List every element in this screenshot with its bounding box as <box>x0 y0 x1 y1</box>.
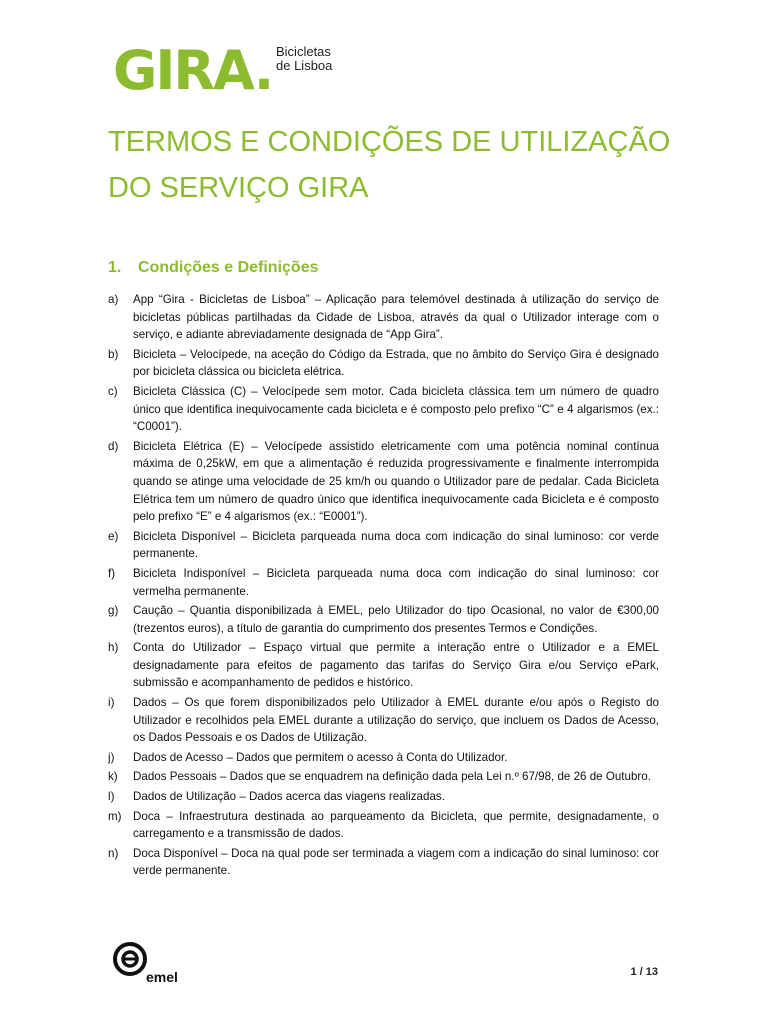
gira-logo-text: GIRA. <box>113 43 273 99</box>
definition-text: Bicicleta Indisponível – Bicicleta parqueada numa doca com indicação do sinal luminoso: cor vermelha permanente. <box>133 566 659 598</box>
definition-item <box>108 291 659 344</box>
logo-subtitle-line1: Bicicletas <box>276 44 331 59</box>
definition-text: Bicicleta Disponível – Bicicleta parqueada numa doca com indicação do sinal luminoso: cor verde permanente. <box>133 529 659 561</box>
definition-item <box>108 602 659 637</box>
definition-marker: a) <box>108 293 119 306</box>
definition-marker: l) <box>108 790 115 804</box>
definition-marker: d) <box>108 439 119 453</box>
emel-logo-text: emel <box>146 969 178 985</box>
definition-item <box>108 438 659 526</box>
definition-marker: h) <box>108 641 119 655</box>
definition-marker: g) <box>108 604 119 618</box>
definition-item <box>108 694 659 747</box>
emel-logo <box>112 939 194 987</box>
definition-text: Dados de Utilização – Dados acerca das viagens realizadas. <box>133 790 445 804</box>
title-line-2: DO SERVIÇO GIRA <box>108 172 369 204</box>
definition-marker: b) <box>108 347 119 361</box>
definition-item <box>108 768 659 786</box>
definition-item <box>108 749 659 767</box>
gira-logo <box>113 43 373 99</box>
page-number: 1 / 13 <box>630 966 658 978</box>
definition-item <box>108 528 659 563</box>
definition-marker: c) <box>108 384 118 398</box>
definition-item <box>108 565 659 600</box>
document-title <box>108 119 688 211</box>
definition-text: Dados Pessoais – Dados que se enquadrem na definição dada pela Lei n.º 67/98, de 26 de Outubro. <box>133 770 651 784</box>
definition-marker: k) <box>108 770 118 784</box>
definition-marker: e) <box>108 529 119 543</box>
definition-text: Doca – Infraestrutura destinada ao parqueamento da Bicicleta, que permite, designadamente, o carregamento e a transmissão de dados. <box>133 809 659 841</box>
definition-item <box>108 845 659 880</box>
definition-text: Bicicleta Clássica (C) – Velocípede sem motor. Cada bicicleta clássica tem um número de quadro único que identifica inequivocamente cada bicicleta e é composto pelo prefixo “C” e 4 algarismos (ex.: “C0001”). <box>133 384 659 434</box>
definition-text: Bicicleta Elétrica (E) – Velocípede assistido eletricamente com uma potência nominal contínua máxima de 0,25kW, em que a alimentação é reduzida progressivamente e finalmente interrompida quando se atinge uma velocidade de 25 km/h ou quando o Utilizador pare de pedalar. Cada Bicicleta Elétrica tem um número de quadro único que identifica inequivocamente cada Bicicleta e é composto pelo prefixo “E” e 4 algarismos (ex.: “E0001”). <box>133 439 659 524</box>
definition-item <box>108 808 659 843</box>
definition-marker: i) <box>108 696 115 710</box>
definition-marker: n) <box>108 846 119 860</box>
logo-subtitle <box>276 45 332 73</box>
definition-item <box>108 788 659 806</box>
definition-item <box>108 639 659 692</box>
definition-text: Dados de Acesso – Dados que permitem o acesso à Conta do Utilizador. <box>133 750 508 764</box>
section-number: 1. <box>108 259 122 276</box>
logo-subtitle-line2: de Lisboa <box>276 58 333 73</box>
title-line-1: TERMOS E CONDIÇÕES DE UTILIZAÇÃO <box>108 126 671 158</box>
definition-text: Caução – Quantia disponibilizada à EMEL, pelo Utilizador do tipo Ocasional, no valor de €300,00 (trezentos euros), a título de garantia do cumprimento dos presentes Termos e Condições. <box>133 604 659 635</box>
definition-marker: f) <box>108 566 116 580</box>
definition-text: App “Gira - Bicicletas de Lisboa” – Aplicação para telemóvel destinada à utilização do serviço de bicicletas públicas partilhadas da Cidade de Lisboa, através da qual o Utilizador interage com o serviço, e adiante abreviadamente designada de “App Gira”. <box>133 293 659 342</box>
definition-text: Bicicleta – Velocípede, na aceção do Código da Estrada, que no âmbito do Serviço Gira é designado por bicicleta clássica ou bicicleta elétrica. <box>133 347 659 379</box>
emel-logo-mark <box>112 939 194 987</box>
definition-text: Doca Disponível – Doca na qual pode ser terminada a viagem com a indicação do sinal luminoso: cor verde permanente. <box>133 846 659 878</box>
section-title: Condições e Definições <box>138 259 319 276</box>
definitions-list <box>108 291 659 882</box>
definition-text: Conta do Utilizador – Espaço virtual que permite a interação entre o Utilizador e a EMEL designadamente para efeitos de pagamento das tarifas do Serviço Gira e/ou Serviço ePark, submissão e acompanhamento de pedidos e histórico. <box>133 641 659 690</box>
definition-item <box>108 383 659 436</box>
definition-text: Dados – Os que forem disponibilizados pelo Utilizador à EMEL durante e/ou após o Registo do Utilizador e recolhidos pela EMEL durante a utilização do serviço, que incluem os Dados de Acesso, os Dados Pessoais e os Dados de Utilização. <box>133 696 659 745</box>
gira-logo-mark <box>113 43 273 99</box>
definition-marker: m) <box>108 809 122 823</box>
section-heading <box>108 259 319 277</box>
definition-item <box>108 346 659 381</box>
definition-marker: j) <box>108 750 115 764</box>
